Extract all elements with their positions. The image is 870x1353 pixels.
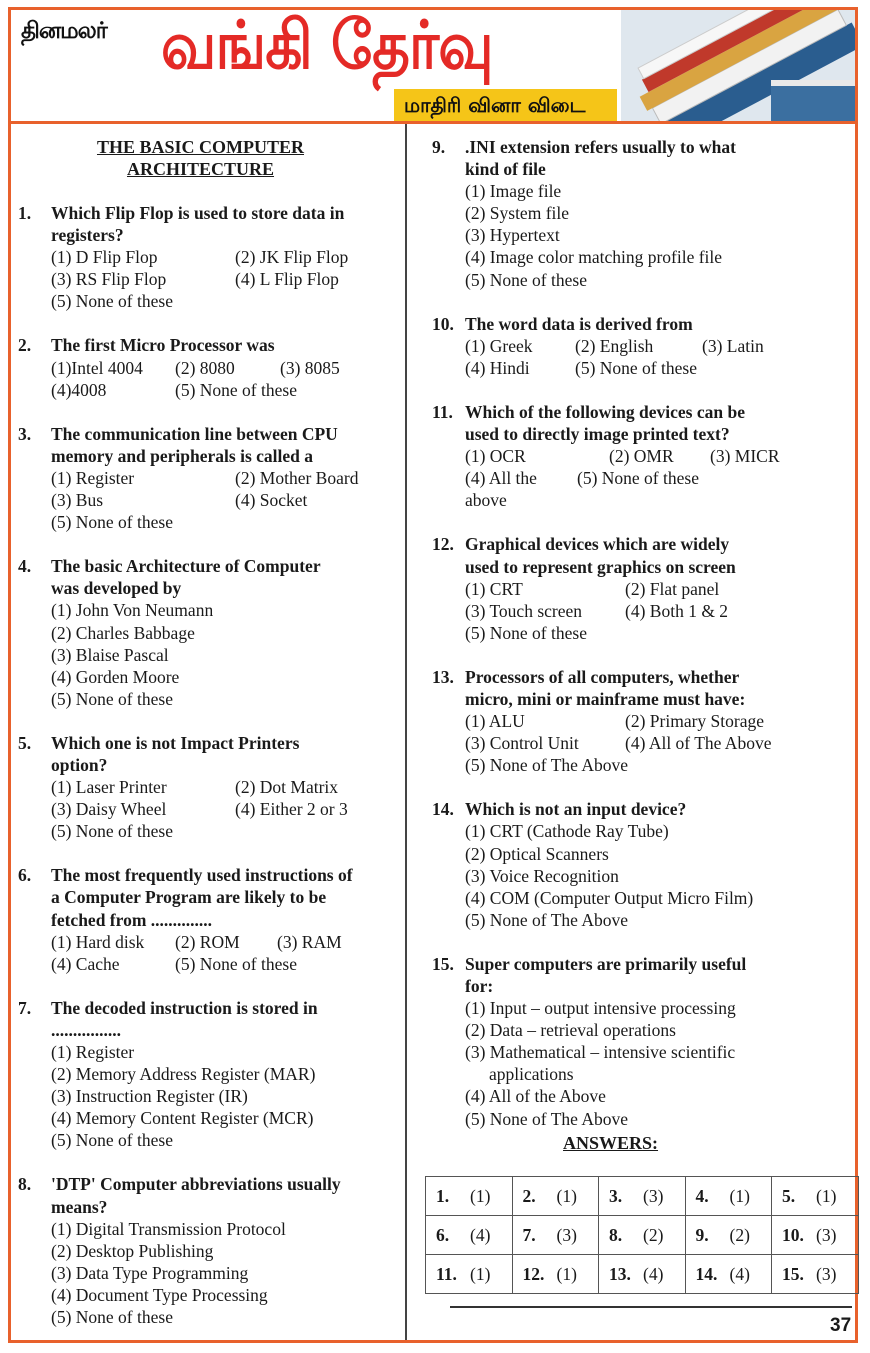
question-number: 5. xyxy=(18,732,32,753)
answer-value: (1) xyxy=(729,1185,750,1206)
option: (1) Input – output intensive processing xyxy=(465,998,736,1019)
option: (5) None of these xyxy=(465,269,587,290)
question-text: The communication line between CPU memory and peripherals is called a xyxy=(51,423,338,466)
option: (4) All of the Above xyxy=(465,1086,606,1107)
answer-cell xyxy=(772,1177,859,1216)
question-text: The basic Architecture of Computer was developed by xyxy=(51,556,321,599)
option: (2) Primary Storage xyxy=(625,711,764,732)
answer-value: (4) xyxy=(729,1263,750,1284)
question-number: 14. xyxy=(432,799,454,820)
question-number: 7. xyxy=(18,997,32,1018)
option: (3) RAM xyxy=(277,931,342,952)
answer-value: (1) xyxy=(556,1185,577,1206)
option: (5) None of The Above xyxy=(465,909,628,930)
options xyxy=(432,335,842,379)
question-number: 2. xyxy=(18,335,32,356)
question-list-right xyxy=(432,136,842,1130)
column-divider xyxy=(405,124,407,1340)
question-text: The most frequently used instructions of a Computer Program are likely to be fetched from .............. xyxy=(51,865,353,930)
question-12 xyxy=(432,533,842,643)
options xyxy=(18,1218,383,1328)
subtitle-banner: மாதிரி வினா விடை xyxy=(394,89,617,121)
page-number: 37 xyxy=(830,1315,852,1336)
question-number: 4. xyxy=(18,556,32,577)
answer-number: 12. xyxy=(522,1263,545,1284)
option: (5) None of these xyxy=(51,1130,173,1151)
publication-logo: தினமலர் xyxy=(21,18,107,44)
answers-title: ANSWERS: xyxy=(563,1133,659,1153)
answer-value: (2) xyxy=(643,1224,664,1245)
option: (2) Memory Address Register (MAR) xyxy=(51,1064,316,1085)
question-text: Graphical devices which are widely used to represent graphics on screen xyxy=(465,534,736,577)
answer-number: 11. xyxy=(436,1263,457,1284)
option: (2) English xyxy=(575,335,654,356)
answer-cell xyxy=(426,1255,513,1294)
answer-number: 1. xyxy=(436,1185,450,1206)
option: (3) Instruction Register (IR) xyxy=(51,1086,248,1107)
option: (1) Laser Printer xyxy=(51,777,167,798)
option: (1) D Flip Flop xyxy=(51,247,158,268)
question-text: Which one is not Impact Printers option? xyxy=(51,732,300,775)
option: (1) Image file xyxy=(465,181,562,202)
answer-value: (1) xyxy=(470,1263,491,1284)
options xyxy=(18,931,383,975)
option: applications xyxy=(489,1064,574,1085)
options xyxy=(18,599,383,709)
answer-value: (1) xyxy=(556,1263,577,1284)
option: (5) None of The Above xyxy=(465,755,628,776)
question-6 xyxy=(18,864,383,974)
options xyxy=(18,467,383,533)
answer-cell xyxy=(685,1255,772,1294)
option: (5) None of these xyxy=(575,357,697,378)
option: (2) System file xyxy=(465,203,570,224)
answer-cell xyxy=(599,1216,686,1255)
answer-cell xyxy=(599,1255,686,1294)
options xyxy=(432,710,842,776)
option: (5) None of these xyxy=(577,468,699,489)
option: (5) None of these xyxy=(465,622,587,643)
option: (1) ALU xyxy=(465,711,525,732)
masthead xyxy=(11,6,855,124)
option: (2) 8080 xyxy=(175,357,235,378)
option: (4) Gorden Moore xyxy=(51,666,180,687)
answers-row xyxy=(426,1255,859,1294)
answer-number: 2. xyxy=(522,1185,536,1206)
answer-cell xyxy=(772,1216,859,1255)
answer-value: (3) xyxy=(816,1263,837,1284)
option: (2) Charles Babbage xyxy=(51,622,195,643)
option: (3) Data Type Programming xyxy=(51,1262,249,1283)
options xyxy=(18,1041,383,1151)
question-8 xyxy=(18,1173,383,1328)
question-10 xyxy=(432,313,842,379)
option: (4) All the above xyxy=(465,468,537,511)
option: (4) Either 2 or 3 xyxy=(235,799,348,820)
question-number: 3. xyxy=(18,423,32,444)
answer-number: 14. xyxy=(695,1263,718,1284)
option: (3) MICR xyxy=(710,446,780,467)
question-text: Processors of all computers, whether micro, mini or mainframe must have: xyxy=(465,666,746,709)
options xyxy=(18,357,383,401)
option: (5) None of these xyxy=(175,953,297,974)
option: (3) Bus xyxy=(51,490,104,511)
option: (4) Socket xyxy=(235,490,308,511)
answer-value: (2) xyxy=(729,1224,750,1245)
option: (3) Voice Recognition xyxy=(465,865,619,886)
question-list-left xyxy=(18,202,383,1328)
option: (4) L Flip Flop xyxy=(235,269,339,290)
answer-number: 15. xyxy=(782,1263,804,1284)
answer-number: 3. xyxy=(609,1185,623,1206)
answers-row xyxy=(426,1216,859,1255)
option: (3) RS Flip Flop xyxy=(51,269,167,290)
answer-value: (4) xyxy=(643,1263,664,1284)
option: (1) Register xyxy=(51,467,135,488)
answer-value: (3) xyxy=(816,1224,837,1245)
answer-value: (3) xyxy=(643,1185,664,1206)
options xyxy=(18,246,383,312)
option: (5) None of these xyxy=(51,291,173,312)
question-text: Which Flip Flop is used to store data in registers? xyxy=(51,203,345,246)
option: (5) None of these xyxy=(51,821,173,842)
question-9 xyxy=(432,136,842,291)
answer-value: (1) xyxy=(470,1185,491,1206)
option: (4) All of The Above xyxy=(625,733,772,754)
option: (1) Hard disk xyxy=(51,931,145,952)
question-13 xyxy=(432,666,842,776)
option: (3) Blaise Pascal xyxy=(51,644,169,665)
option: (4) Both 1 & 2 xyxy=(625,600,729,621)
answer-value: (1) xyxy=(816,1185,837,1206)
question-text: Which of the following devices can be used to directly image printed text? xyxy=(465,401,745,445)
question-text: The first Micro Processor was xyxy=(51,335,275,356)
right-column xyxy=(432,136,842,1130)
left-column xyxy=(18,136,383,1328)
option: (5) None of these xyxy=(51,688,173,709)
options xyxy=(432,820,842,930)
option: (2) Data – retrieval operations xyxy=(465,1020,676,1041)
option: (1) Digital Transmission Protocol xyxy=(51,1218,286,1239)
answer-number: 8. xyxy=(609,1224,623,1245)
option: (3) Daisy Wheel xyxy=(51,799,167,820)
option: (4) Document Type Processing xyxy=(51,1284,268,1305)
question-number: 1. xyxy=(18,203,32,223)
question-5 xyxy=(18,732,383,842)
option: (1) Greek xyxy=(465,335,533,356)
answer-number: 5. xyxy=(782,1185,796,1206)
answer-number: 7. xyxy=(522,1224,536,1245)
option: (5) None of these xyxy=(51,512,173,533)
option: (2) ROM xyxy=(175,931,240,952)
options xyxy=(432,445,842,511)
answer-number: 6. xyxy=(436,1224,450,1245)
option: (5) None of these xyxy=(51,1307,173,1328)
option: (1) CRT xyxy=(465,578,523,599)
option: (2) Optical Scanners xyxy=(465,843,609,864)
question-14 xyxy=(432,798,842,931)
option: (4)4008 xyxy=(51,379,107,400)
options xyxy=(18,776,383,842)
question-text: .INI extension refers usually to what kind of file xyxy=(465,137,736,180)
question-4 xyxy=(18,555,383,710)
answer-cell xyxy=(426,1216,513,1255)
option: (1) CRT (Cathode Ray Tube) xyxy=(465,821,669,842)
answer-number: 4. xyxy=(695,1185,709,1206)
question-number: 13. xyxy=(432,666,454,687)
option: (3) Control Unit xyxy=(465,733,579,754)
footer-rule xyxy=(450,1306,852,1308)
answer-cell xyxy=(426,1177,513,1216)
answer-cell xyxy=(512,1216,599,1255)
options xyxy=(432,997,842,1130)
option: (2) JK Flip Flop xyxy=(235,247,349,268)
option: (2) Desktop Publishing xyxy=(51,1240,214,1261)
question-number: 10. xyxy=(432,313,454,334)
question-number: 9. xyxy=(432,137,446,157)
option: (4) Memory Content Register (MCR) xyxy=(51,1108,314,1129)
option: (4) Image color matching profile file xyxy=(465,247,723,268)
options xyxy=(432,180,842,290)
answer-cell xyxy=(512,1255,599,1294)
question-number: 15. xyxy=(432,953,454,974)
answers-row xyxy=(426,1177,859,1216)
option: (1) John Von Neumann xyxy=(51,600,214,621)
option: (1) Register xyxy=(51,1042,135,1062)
option: (2) Flat panel xyxy=(625,578,720,599)
option: (2) OMR xyxy=(609,446,674,467)
question-3 xyxy=(18,423,383,533)
answer-cell xyxy=(599,1177,686,1216)
books-illustration xyxy=(621,10,855,121)
option: (5) None of these xyxy=(175,379,297,400)
answer-cell xyxy=(685,1177,772,1216)
option: (4) Cache xyxy=(51,953,120,974)
question-number: 8. xyxy=(18,1174,32,1195)
option: (3) Hypertext xyxy=(465,225,560,246)
answer-cell xyxy=(772,1255,859,1294)
option: (4) Hindi xyxy=(465,357,530,378)
answer-number: 13. xyxy=(609,1263,631,1284)
question-text: 'DTP' Computer abbreviations usually means? xyxy=(51,1174,341,1217)
question-text: The decoded instruction is stored in ................ xyxy=(51,997,318,1040)
question-text: Super computers are primarily useful for: xyxy=(465,953,747,996)
question-11 xyxy=(432,401,842,511)
section-title: THE BASIC COMPUTER ARCHITECTURE xyxy=(96,137,305,179)
option: (1) OCR xyxy=(465,446,526,467)
answers-table xyxy=(425,1176,859,1294)
options xyxy=(432,578,842,644)
option: (3) 8085 xyxy=(280,357,340,378)
question-2 xyxy=(18,334,383,400)
option: (3) Mathematical – intensive scientific xyxy=(465,1042,736,1063)
option: (5) None of The Above xyxy=(465,1108,628,1129)
option: (1)Intel 4004 xyxy=(51,357,143,378)
question-1 xyxy=(18,202,383,312)
answer-cell xyxy=(512,1177,599,1216)
option: (3) Touch screen xyxy=(465,600,583,621)
answer-value: (4) xyxy=(470,1224,491,1245)
question-number: 11. xyxy=(432,401,453,422)
option: (2) Dot Matrix xyxy=(235,777,339,798)
question-number: 6. xyxy=(18,865,32,886)
option: (2) Mother Board xyxy=(235,467,359,488)
question-15 xyxy=(432,953,842,1130)
question-text: Which is not an input device? xyxy=(465,799,687,820)
answer-cell xyxy=(685,1216,772,1255)
question-text: The word data is derived from xyxy=(465,313,693,334)
question-number: 12. xyxy=(432,534,454,555)
answer-number: 9. xyxy=(695,1224,709,1245)
page-title: வங்கி தேர்வு xyxy=(161,6,493,85)
answer-number: 10. xyxy=(782,1224,804,1245)
option: (4) COM (Computer Output Micro Film) xyxy=(465,887,754,908)
question-7 xyxy=(18,997,383,1152)
option: (3) Latin xyxy=(702,335,764,356)
answer-value: (3) xyxy=(556,1224,577,1245)
